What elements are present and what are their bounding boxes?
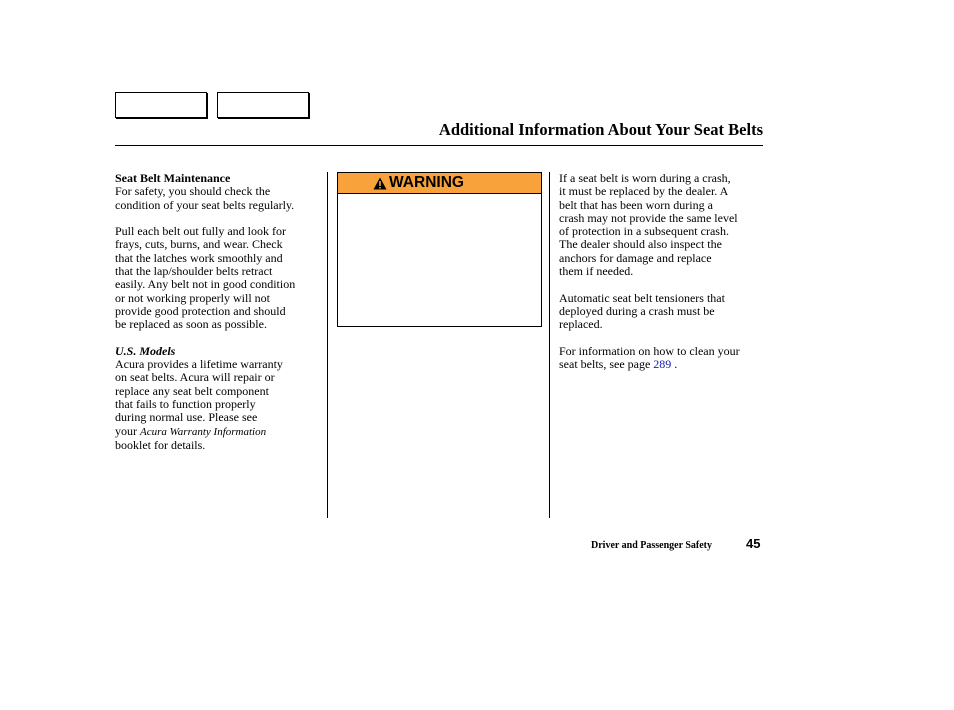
- text-line: The dealer should also inspect the: [559, 237, 722, 252]
- booklet-title: Acura Warranty Information: [140, 425, 267, 438]
- tensioner-paragraph: [559, 292, 764, 332]
- column-divider-1: [327, 172, 328, 518]
- text-line: crash may not provide the same level: [559, 210, 738, 225]
- nav-tab-box-2[interactable]: [217, 92, 309, 118]
- text-fragment: .: [674, 357, 678, 372]
- text-line: replace any seat belt component: [115, 383, 269, 398]
- right-column: [559, 172, 764, 385]
- text-line: provide good protection and should: [115, 303, 286, 318]
- footer-section-label: Driver and Passenger Safety: [591, 540, 713, 551]
- text-line: that fails to function properly: [115, 397, 256, 412]
- title-rule: [115, 145, 763, 146]
- text-line: booklet for details.: [115, 437, 206, 452]
- text-line: [115, 425, 321, 439]
- replacement-paragraph: [559, 172, 764, 278]
- text-line: anchors for damage and replace: [559, 250, 712, 265]
- text-line: it must be replaced by the dealer. A: [559, 184, 729, 199]
- nav-tab-box-1[interactable]: [115, 92, 207, 118]
- text-line: deployed during a crash must be: [559, 303, 715, 318]
- cleaning-paragraph: [559, 345, 764, 372]
- text-line: be replaced as soon as possible.: [115, 317, 267, 332]
- text-line: For safety, you should check the: [115, 184, 271, 199]
- us-models-section: [115, 345, 321, 452]
- text-line: Pull each belt out fully and look for: [115, 224, 286, 239]
- inspection-paragraph: [115, 225, 321, 331]
- text-line: If a seat belt is worn during a crash,: [559, 171, 731, 185]
- text-line: For information on how to clean your: [559, 343, 740, 358]
- text-line: that the latches work smoothly and: [115, 250, 283, 265]
- text-line: belt that has been worn during a: [559, 197, 713, 212]
- page-link-289[interactable]: 289: [653, 357, 672, 372]
- text-line: them if needed.: [559, 264, 634, 279]
- text-line: frays, cuts, burns, and wear. Check: [115, 237, 283, 252]
- warning-header: [338, 173, 541, 194]
- warning-label: WARNING: [389, 174, 464, 191]
- column-divider-2: [549, 172, 550, 518]
- text-line: of protection in a subsequent crash.: [559, 224, 729, 239]
- text-line: replaced.: [559, 317, 603, 332]
- text-line: [559, 358, 764, 371]
- text-line: Acura provides a lifetime warranty: [115, 357, 283, 372]
- text-line: Automatic seat belt tensioners that: [559, 290, 725, 305]
- text-line: on seat belts. Acura will repair or: [115, 370, 275, 385]
- text-line: condition of your seat belts regularly.: [115, 197, 295, 212]
- page-title: Additional Information About Your Seat Belts: [438, 120, 763, 139]
- section-heading: Seat Belt Maintenance: [115, 171, 231, 185]
- text-line: easily. Any belt not in good condition: [115, 277, 296, 292]
- page-number: 45: [746, 536, 761, 551]
- sub-heading: U.S. Models: [115, 343, 176, 358]
- text-fragment: your: [115, 423, 137, 438]
- text-fragment: seat belts, see page: [559, 357, 651, 372]
- left-column: [115, 172, 321, 466]
- text-line: or not working properly will not: [115, 290, 270, 305]
- text-line: during normal use. Please see: [115, 410, 258, 425]
- warning-triangle-icon: [373, 177, 387, 190]
- warning-box: [337, 172, 542, 327]
- maintenance-section: [115, 172, 321, 212]
- text-line: that the lap/shoulder belts retract: [115, 264, 273, 279]
